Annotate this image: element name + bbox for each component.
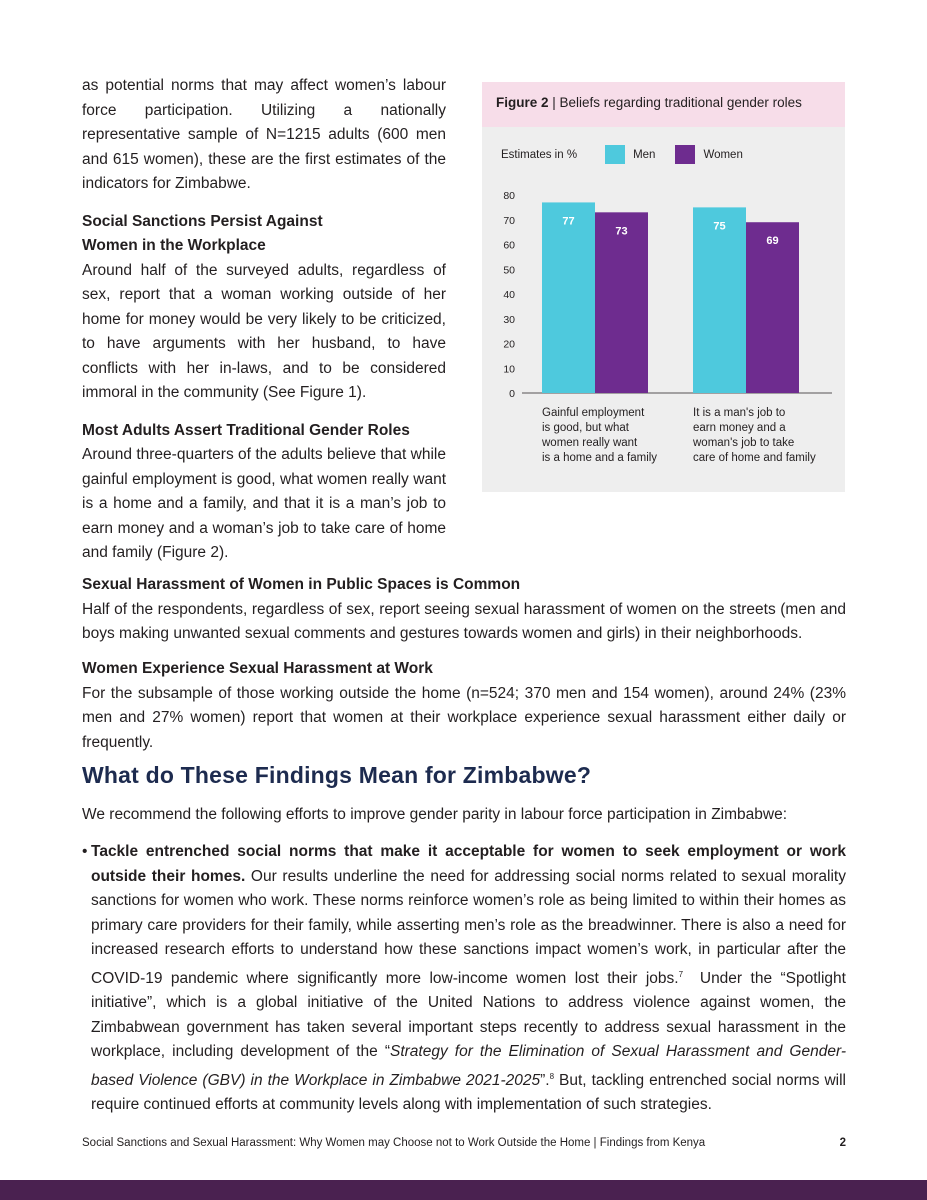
findings-heading: What do These Findings Mean for Zimbabwe? xyxy=(82,762,592,788)
y-tick-label: 20 xyxy=(503,338,515,351)
bar-women xyxy=(595,212,648,393)
x-category-label: Gainful employment xyxy=(542,407,645,419)
gender-roles-heading: Most Adults Assert Traditional Gender Roles xyxy=(82,421,410,439)
x-category-label: care of home and family xyxy=(693,452,816,464)
bar-chart xyxy=(482,82,845,492)
footer-bar xyxy=(0,1180,927,1200)
figure-separator: | xyxy=(548,95,560,110)
figure-label: Figure 2 xyxy=(496,95,549,110)
bullet-text xyxy=(91,840,851,1118)
y-tick-label: 50 xyxy=(503,264,515,277)
bar-men xyxy=(693,207,746,393)
x-category-label: earn money and a xyxy=(693,422,786,434)
bullet-bold-lead: Tackle entrenched social norms that make it acceptable for women to seek employment or work outside their homes. xyxy=(91,843,846,885)
recommendation-bullet xyxy=(82,840,851,1118)
section-public-harassment xyxy=(82,573,846,647)
strategy-title: Strategy for the Elimination of Sexual Harassment and Gender-based Violence (GBV) in the Workplace in Zimbabwe 2021-2025 xyxy=(91,1043,846,1089)
estimates-label: Estimates in % xyxy=(501,148,578,161)
y-tick-label: 60 xyxy=(503,239,515,252)
social-sanctions-heading-line2: Women in the Workplace xyxy=(82,237,266,254)
legend-label-men: Men xyxy=(633,148,656,161)
y-tick-label: 70 xyxy=(503,214,515,227)
y-tick-label: 80 xyxy=(503,190,515,202)
left-column xyxy=(82,74,446,579)
page-number: 2 xyxy=(839,1137,846,1149)
social-sanctions-heading-line1: Social Sanctions Persist Against xyxy=(82,212,323,230)
bar-data-label: 75 xyxy=(713,220,726,233)
y-tick-label: 40 xyxy=(503,289,515,301)
figure-title-text: Beliefs regarding traditional gender roles xyxy=(559,95,802,110)
x-category-label: It is a man's job to xyxy=(693,407,786,419)
bullet-text-part2: Under the “Spotlight initiative”, which is a global initiative of the United Nations to address violence against women, the Zimbabwean government has taken several important steps recently to address sexual harassment in the workplace, including development of the “ xyxy=(91,969,851,1061)
page-footer xyxy=(82,1137,846,1149)
y-tick-label: 0 xyxy=(509,388,515,400)
bar-data-label: 69 xyxy=(766,235,779,248)
x-category-label: is a home and a family xyxy=(542,452,658,464)
bullet-text-part4: But, tackling entrenched social norms will require continued efforts at community levels along with implementation of such strategies. xyxy=(91,1071,846,1114)
y-tick-label: 30 xyxy=(503,313,515,326)
bar-women xyxy=(746,222,799,393)
social-sanctions-body: Around half of the surveyed adults, regardless of sex, report that a woman working outside of her home for money would be very likely to be criticized, to have arguments with her husband, to have conflicts with her in-laws, and to be considered immoral in the community (See Figure 1). xyxy=(82,261,446,401)
work-harassment-heading: Women Experience Sexual Harassment at Work xyxy=(82,660,433,677)
public-harassment-heading: Sexual Harassment of Women in Public Spaces is Common xyxy=(82,576,521,593)
y-tick-label: 10 xyxy=(503,363,515,376)
bullet-text-part3: ”. xyxy=(540,1071,550,1089)
x-category-label: women really want xyxy=(542,437,638,449)
footer-text: Social Sanctions and Sexual Harassment: Why Women may Choose not to Work Outside the Home | Findings from Kenya xyxy=(82,1137,706,1149)
public-harassment-body: Half of the respondents, regardless of sex, report seeing sexual harassment of women on the streets (men and boys making unwanted sexual comments and gestures towards women and girls) in their neighborhoods. xyxy=(82,600,846,642)
x-category-label: woman's job to take xyxy=(693,437,795,449)
bullet-symbol: • xyxy=(82,843,88,860)
intro-paragraph: as potential norms that may affect women’s labour force participation. Utilizing a nationally representative sample of N=1215 adults (600 men and 615 women), these are the first estimates of the indicators for Zimbabwe. xyxy=(82,77,446,192)
section-work-harassment xyxy=(82,657,846,755)
section-social-sanctions xyxy=(82,210,446,406)
bullet-text-part1: Our results underline the need for addressing social norms related to sexual morality sanctions for women who work. These norms reinforce women’s role as being limited to within their homes as primary care providers for their family, while asserting men’s role as the breadwinner. There is also a need for increased research efforts to understand how these sanctions impact women’s work, in particular after the COVID-19 pandemic where significantly more low-income women lost their jobs. xyxy=(91,867,846,987)
gender-roles-body: Around three-quarters of the adults believe that while gainful employment is good, what women really want is a home and a family, and that it is a man’s job to earn money and a woman’s job to take care of home and family (Figure 2). xyxy=(82,446,446,561)
findings-intro: We recommend the following efforts to improve gender parity in labour force participation in Zimbabwe: xyxy=(82,806,788,823)
x-category-label: is good, but what xyxy=(542,422,629,434)
footnote-7: 7 xyxy=(678,969,684,979)
legend-label-women: Women xyxy=(703,148,743,161)
figure-2 xyxy=(482,82,845,492)
bar-data-label: 77 xyxy=(562,215,575,228)
section-gender-roles xyxy=(82,419,446,566)
work-harassment-body: For the subsample of those working outside the home (n=524; 370 men and 154 women), around 24% (23% men and 27% women) report that women at their workplace experience sexual harassment either daily or frequently. xyxy=(82,684,846,751)
bar-men xyxy=(542,202,595,393)
bar-data-label: 73 xyxy=(615,225,628,238)
footnote-8: 8 xyxy=(549,1071,555,1081)
